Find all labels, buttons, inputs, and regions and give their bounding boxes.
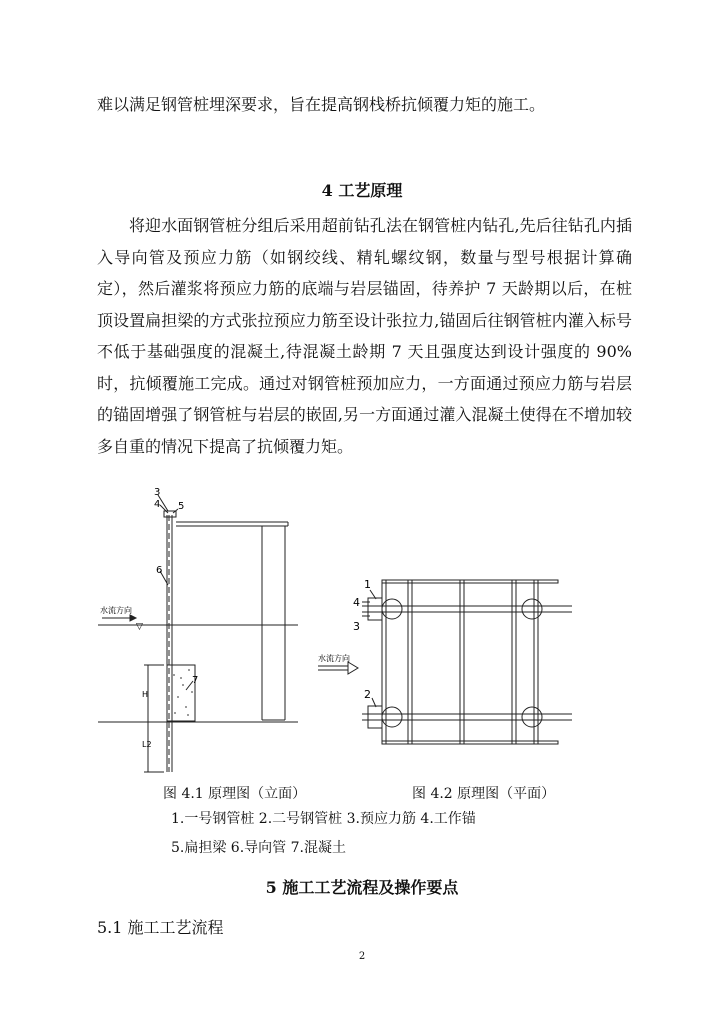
elev-callout-7: 7 (192, 675, 199, 686)
figure-plan (312, 572, 592, 762)
legend-line-1: 1.一号钢管桩 2.二号钢管桩 3.预应力筋 4.工作锚 (171, 811, 476, 827)
figure-4-1-caption: 图 4.1 原理图（立面） (163, 786, 307, 802)
plan-water-label: 水流方向 (318, 654, 350, 663)
figure-4-2-caption: 图 4.2 原理图（平面） (412, 786, 556, 802)
plan-callout-2: 2 (364, 688, 371, 701)
plan-callout-3: 3 (353, 620, 360, 633)
elev-callout-6: 6 (156, 565, 163, 576)
section-4-body (97, 210, 632, 462)
elev-water-label: 水流方向 (100, 606, 132, 615)
section-4-paragraph: 将迎水面钢管桩分组后采用超前钻孔法在钢管桩内钻孔,先后往钻孔内插入导向管及预应力筋（如钢绞线、精轧螺纹钢，数量与型号根据计算确定），然后灌浆将预应力筋的底端与岩层锚固，待养护 7 天龄期以后，在桩顶设置扁担梁的方式张拉预应力筋至设计张拉力,锚固后往钢管桩内灌入标号不低于基础强度的混凝土,待混凝土龄期 7 天且强度达到设计强度的 90%时，抗倾覆施工完成。通过对钢管桩预加应力，一方面通过预应力筋与岩层的锚固增强了钢管桩与岩层的嵌固,另一方面通过灌入混凝土使得在不增加较多自重的情况下提高了抗倾覆力矩。 (97, 216, 632, 456)
elev-water-level-icon: ▽ (136, 622, 143, 632)
continuation-text: 难以满足钢管桩埋深要求，旨在提高钢栈桥抗倾覆力矩的施工。 (97, 95, 546, 114)
legend-line-2: 5.扁担梁 6.导向管 7.混凝土 (171, 840, 346, 856)
elev-dim-h: H (142, 690, 149, 699)
elev-callout-3: 3 (154, 487, 161, 498)
plan-callout-1: 1 (364, 578, 371, 591)
page-number: 2 (358, 951, 366, 962)
elev-callout-5: 5 (178, 501, 185, 512)
section-5-heading: 5 施工工艺流程及操作要点 (265, 878, 459, 897)
plan-callout-4: 4 (353, 596, 360, 609)
section-4-heading: 4 工艺原理 (321, 181, 403, 200)
elev-dim-l2: L2 (142, 740, 152, 749)
elev-callout-4: 4 (154, 499, 161, 510)
figure-elevation (98, 485, 308, 775)
subsection-5-1-heading: 5.1 施工工艺流程 (97, 918, 224, 937)
